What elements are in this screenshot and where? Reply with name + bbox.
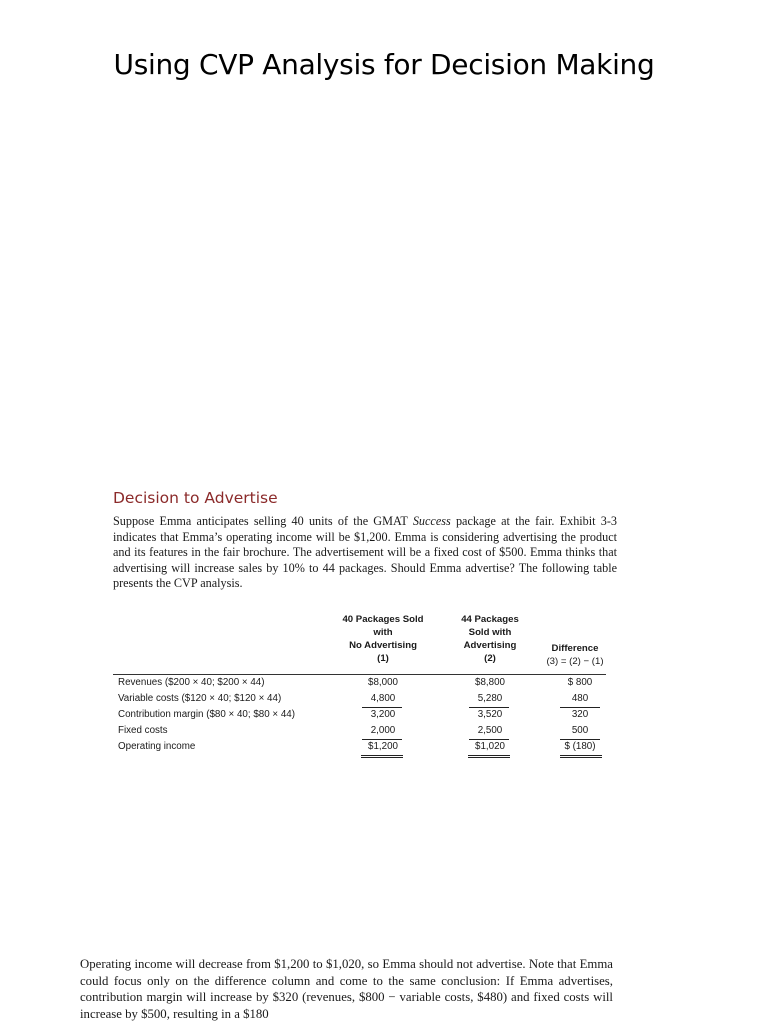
column-header-with-advertising: [445, 613, 535, 665]
column-header-difference: [535, 642, 615, 668]
total-double-rule: [468, 755, 510, 758]
cell-operating-income-ad: $1,020: [475, 741, 505, 752]
subtotal-rule: [560, 739, 600, 740]
row-label-variable-costs: Variable costs ($120 × 40; $120 × 44): [118, 693, 282, 704]
table-header-rule: [113, 674, 606, 675]
cell-variable-costs-no-ad: 4,800: [370, 693, 396, 704]
cell-fixed-costs-no-ad: 2,000: [370, 725, 396, 736]
header-line: (1): [377, 653, 389, 664]
header-line: with: [373, 627, 393, 638]
header-line: Difference: [551, 643, 599, 654]
cell-contribution-margin-ad: 3,520: [477, 709, 503, 720]
header-line: Sold with: [468, 627, 512, 638]
header-line: (2): [484, 653, 496, 664]
conclusion-paragraph: Operating income will decrease from $1,200 to $1,020, so Emma should not advertise. Note that Emma could focus only on the difference column and come to the same conclusion: If Emma advertises, contribution margin will increase by $320 (revenues, $800 − variable costs, $480) and fixed costs will increase by $500, resulting in a $180: [80, 957, 613, 1021]
header-line: Advertising: [463, 640, 517, 651]
slide-title: Using CVP Analysis for Decision Making: [113, 48, 655, 81]
intro-text-start: Suppose Emma anticipates selling 40 units of the GMAT: [113, 514, 413, 528]
header-line: 40 Packages Sold: [342, 614, 424, 625]
cell-revenues-diff: $ 800: [567, 677, 593, 688]
section-heading: Decision to Advertise: [113, 489, 278, 507]
column-header-no-advertising: [336, 613, 430, 665]
cell-operating-income-no-ad: $1,200: [368, 741, 398, 752]
subtotal-rule: [560, 707, 600, 708]
row-label-fixed-costs: Fixed costs: [118, 725, 168, 736]
subtotal-rule: [362, 707, 402, 708]
subtotal-rule: [362, 739, 402, 740]
subtotal-rule: [469, 707, 509, 708]
cell-contribution-margin-no-ad: 3,200: [370, 709, 396, 720]
subtotal-rule: [469, 739, 509, 740]
cell-revenues-no-ad: $8,000: [368, 677, 398, 688]
cell-fixed-costs-diff: 500: [571, 725, 589, 736]
row-label-revenues: Revenues ($200 × 40; $200 × 44): [118, 677, 265, 688]
cell-variable-costs-diff: 480: [571, 693, 589, 704]
cell-contribution-margin-diff: 320: [571, 709, 589, 720]
cell-variable-costs-ad: 5,280: [477, 693, 503, 704]
total-double-rule: [560, 755, 602, 758]
intro-text-italic: Success: [412, 514, 451, 528]
intro-text-end: package at the fair. Exhibit 3-3 indicates that Emma’s operating income will be $1,200. Emma is considering advertising the product and its features in the fair brochure. The advertisement will be a fixed cost of $500. Emma thinks that advertising will increase sales by 10% to 44 packages. Should Emma advertise? The following table presents the CVP analysis.: [113, 514, 617, 591]
cell-operating-income-diff: $ (180): [564, 741, 596, 752]
row-label-contribution-margin: Contribution margin ($80 × 40; $80 × 44): [118, 709, 295, 720]
header-line: No Advertising: [349, 640, 417, 651]
header-line: 44 Packages: [461, 614, 519, 625]
header-line: (3) = (2) − (1): [546, 656, 604, 667]
row-label-operating-income: Operating income: [118, 741, 196, 752]
cell-fixed-costs-ad: 2,500: [477, 725, 503, 736]
cell-revenues-ad: $8,800: [475, 677, 505, 688]
total-double-rule: [361, 755, 403, 758]
